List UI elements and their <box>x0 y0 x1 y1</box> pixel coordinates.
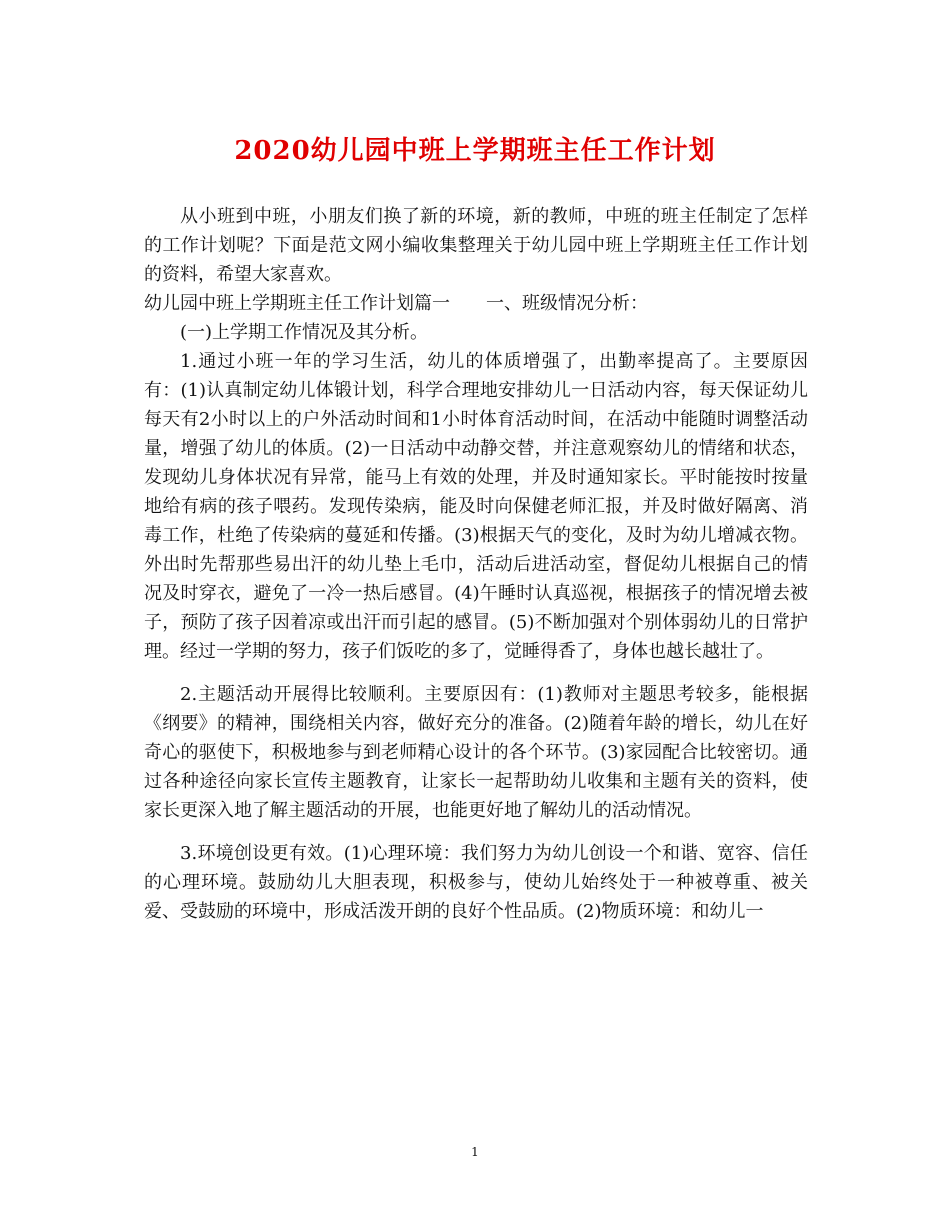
intro-paragraph: 从小班到中班，小朋友们换了新的环境，新的教师，中班的班主任制定了怎样的工作计划呢？下面是范文网小编收集整理关于幼儿园中班上学期班主任工作计划的资料，希望大家喜欢。 <box>144 206 808 285</box>
section-heading: 幼儿园中班上学期班主任工作计划篇一 一、班级情况分析： <box>144 293 648 314</box>
body-paragraph-3: 3.环境创设更有效。(1)心理环境：我们努力为幼儿创设一个和谐、宽容、信任的心理环境。鼓励幼儿大胆表现，积极参与，使幼儿始终处于一种被尊重、被关爱、受鼓励的环境中，形成活泼开朗的良好个性品质。(2)物质环境：和幼儿一 <box>144 843 808 922</box>
document-title: 2020幼儿园中班上学期班主任工作计划 <box>234 136 716 166</box>
page-number: 1 <box>471 1145 479 1159</box>
body-paragraph-2: 2.主题活动开展得比较顺利。主要原因有：(1)教师对主题思考较多，能根据《纲要》的精神，围绕相关内容，做好充分的准备。(2)随着年龄的增长，幼儿在好奇心的驱使下，积极地参与到老师精心设计的各个环节。(3)家园配合比较密切。通过各种途径向家长宣传主题教育，让家长一起帮助幼儿收集和主题有关的资料，使家长更深入地了解主题活动的开展，也能更好地了解幼儿的活动情况。 <box>144 684 808 821</box>
document-body <box>144 202 808 926</box>
subsection-heading: (一)上学期工作情况及其分析。 <box>180 322 429 343</box>
body-paragraph-1: 1.通过小班一年的学习生活，幼儿的体质增强了，出勤率提高了。主要原因有：(1)认真制定幼儿体锻计划，科学合理地安排幼儿一日活动内容，每天保证幼儿每天有2小时以上的户外活动时间和1小时体育活动时间，在活动中能随时调整活动量，增强了幼儿的体质。(2)一日活动中动静交替，并注意观察幼儿的情绪和状态，发现幼儿身体状况有异常，能马上有效的处理，并及时通知家长。平时能按时按量地给有病的孩子喂药。发现传染病，能及时向保健老师汇报，并及时做好隔离、消毒工作，杜绝了传染病的蔓延和传播。(3)根据天气的变化，及时为幼儿增减衣物。外出时先帮那些易出汗的幼儿垫上毛巾，活动后进活动室，督促幼儿根据自己的情况及时穿衣，避免了一冷一热后感冒。(4)午睡时认真巡视，根据孩子的情况增去被子，预防了孩子因着凉或出汗而引起的感冒。(5)不断加强对个别体弱幼儿的日常护理。经过一学期的努力，孩子们饭吃的多了，觉睡得香了，身体也越长越壮了。 <box>144 351 808 662</box>
